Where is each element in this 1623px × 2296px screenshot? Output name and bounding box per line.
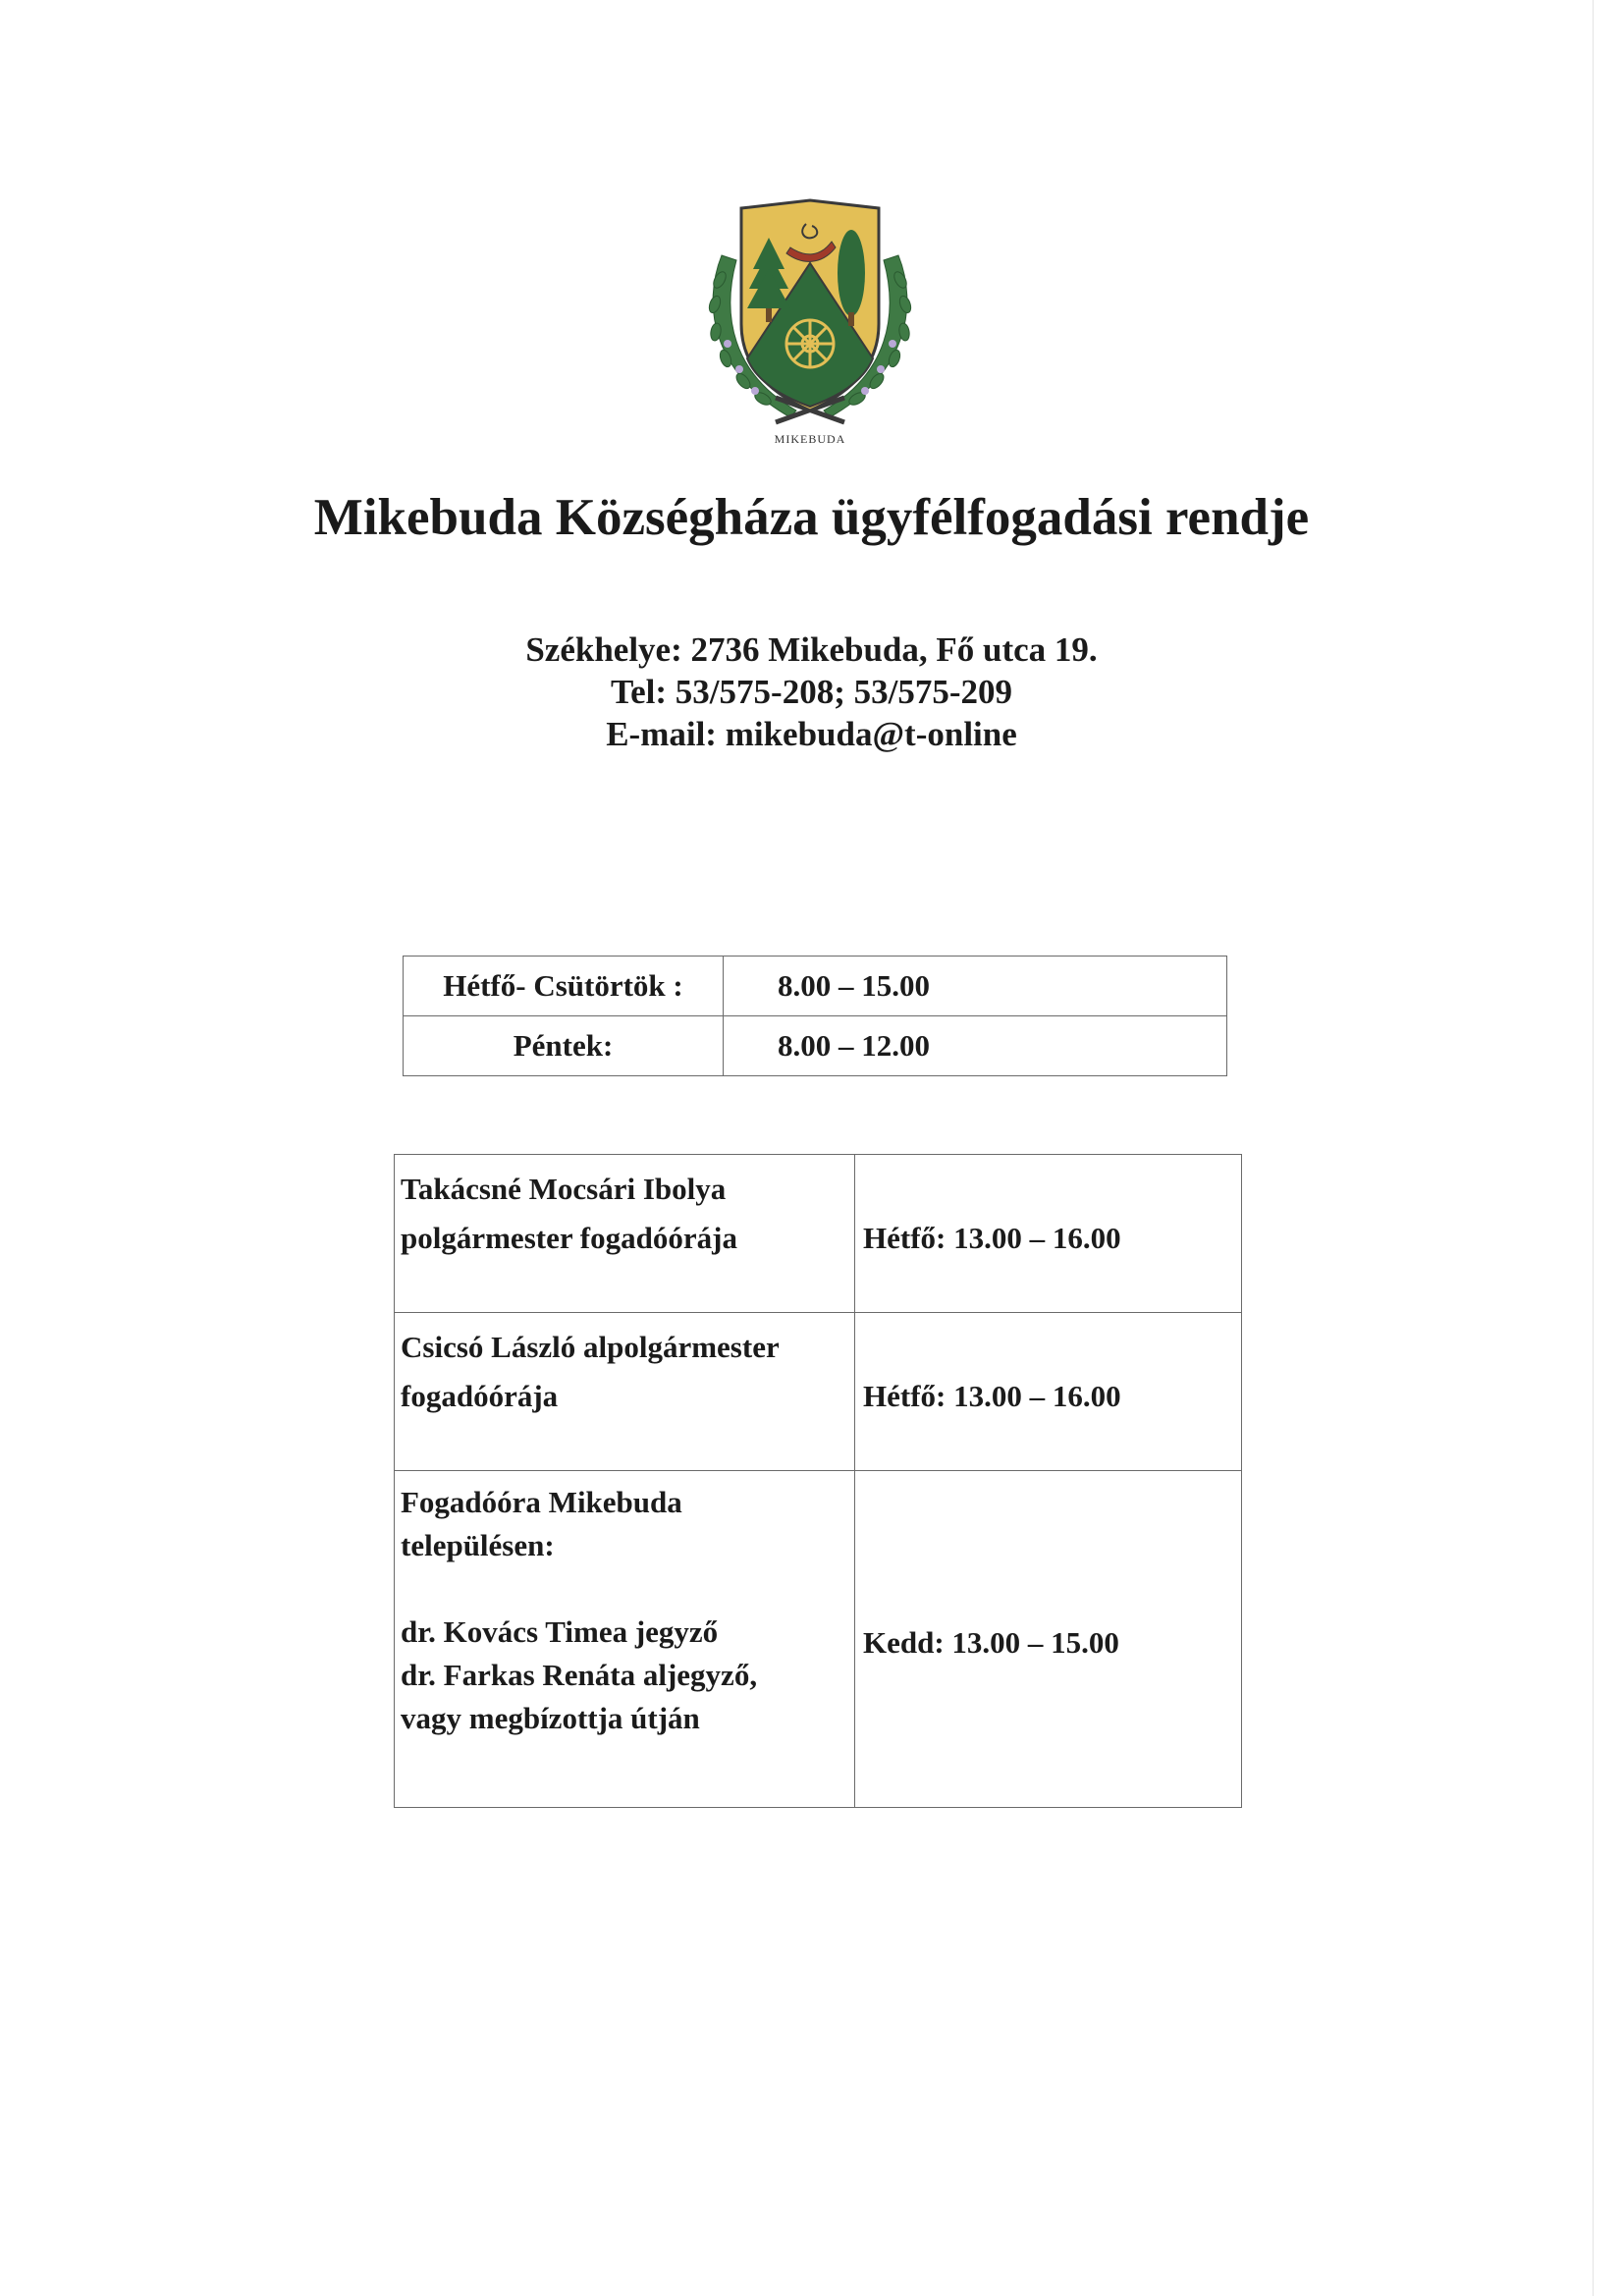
intro-line: Fogadóóra Mikebuda — [401, 1485, 682, 1519]
official-line: polgármester fogadóórája — [401, 1221, 737, 1255]
email-line: E-mail: mikebuda@t-online — [606, 715, 1017, 753]
official-cell — [395, 1155, 855, 1313]
page-title: Mikebuda Községháza ügyfélfogadási rendje — [313, 489, 1310, 546]
reception-time: Hétfő: 13.00 – 16.00 — [863, 1221, 1121, 1255]
coat-of-arms-icon — [682, 187, 938, 442]
crest-caption: MIKEBUDA — [774, 432, 846, 446]
table-row — [395, 1313, 1242, 1471]
reception-hours-table — [394, 1154, 1242, 1808]
official-cell — [395, 1313, 855, 1471]
time-cell: 8.00 – 12.00 — [724, 1016, 1227, 1076]
official-line: fogadóórája — [401, 1379, 559, 1413]
table-row — [395, 1471, 1242, 1808]
scan-edge-line — [1593, 0, 1594, 2296]
reception-time-cell — [855, 1313, 1242, 1471]
reception-time-cell — [855, 1155, 1242, 1313]
reception-time: Hétfő: 13.00 – 16.00 — [863, 1379, 1121, 1413]
table-row — [395, 1155, 1242, 1313]
official-cell — [395, 1471, 855, 1808]
intro-line: településen: — [401, 1528, 555, 1562]
official-line: dr. Farkas Renáta aljegyző, — [401, 1658, 758, 1692]
table-row — [404, 1016, 1227, 1076]
coat-of-arms-emblem — [682, 187, 938, 442]
office-hours-table — [403, 956, 1227, 1076]
official-line: Takácsné Mocsári Ibolya — [401, 1172, 727, 1206]
official-line: vagy megbízottja útján — [401, 1701, 700, 1735]
reception-time-cell — [855, 1471, 1242, 1808]
official-line: Csicsó László alpolgármester — [401, 1330, 780, 1364]
contact-block — [0, 629, 1623, 755]
table-row — [404, 957, 1227, 1016]
spacer — [401, 1567, 848, 1611]
day-cell: Hétfő- Csütörtök : — [404, 957, 724, 1016]
phone-line: Tel: 53/575-208; 53/575-209 — [611, 673, 1012, 711]
day-cell: Péntek: — [404, 1016, 724, 1076]
address-line: Székhelye: 2736 Mikebuda, Fő utca 19. — [525, 630, 1098, 669]
reception-time: Kedd: 13.00 – 15.00 — [863, 1625, 1119, 1660]
time-cell: 8.00 – 15.00 — [724, 957, 1227, 1016]
official-line: dr. Kovács Timea jegyző — [401, 1614, 719, 1649]
